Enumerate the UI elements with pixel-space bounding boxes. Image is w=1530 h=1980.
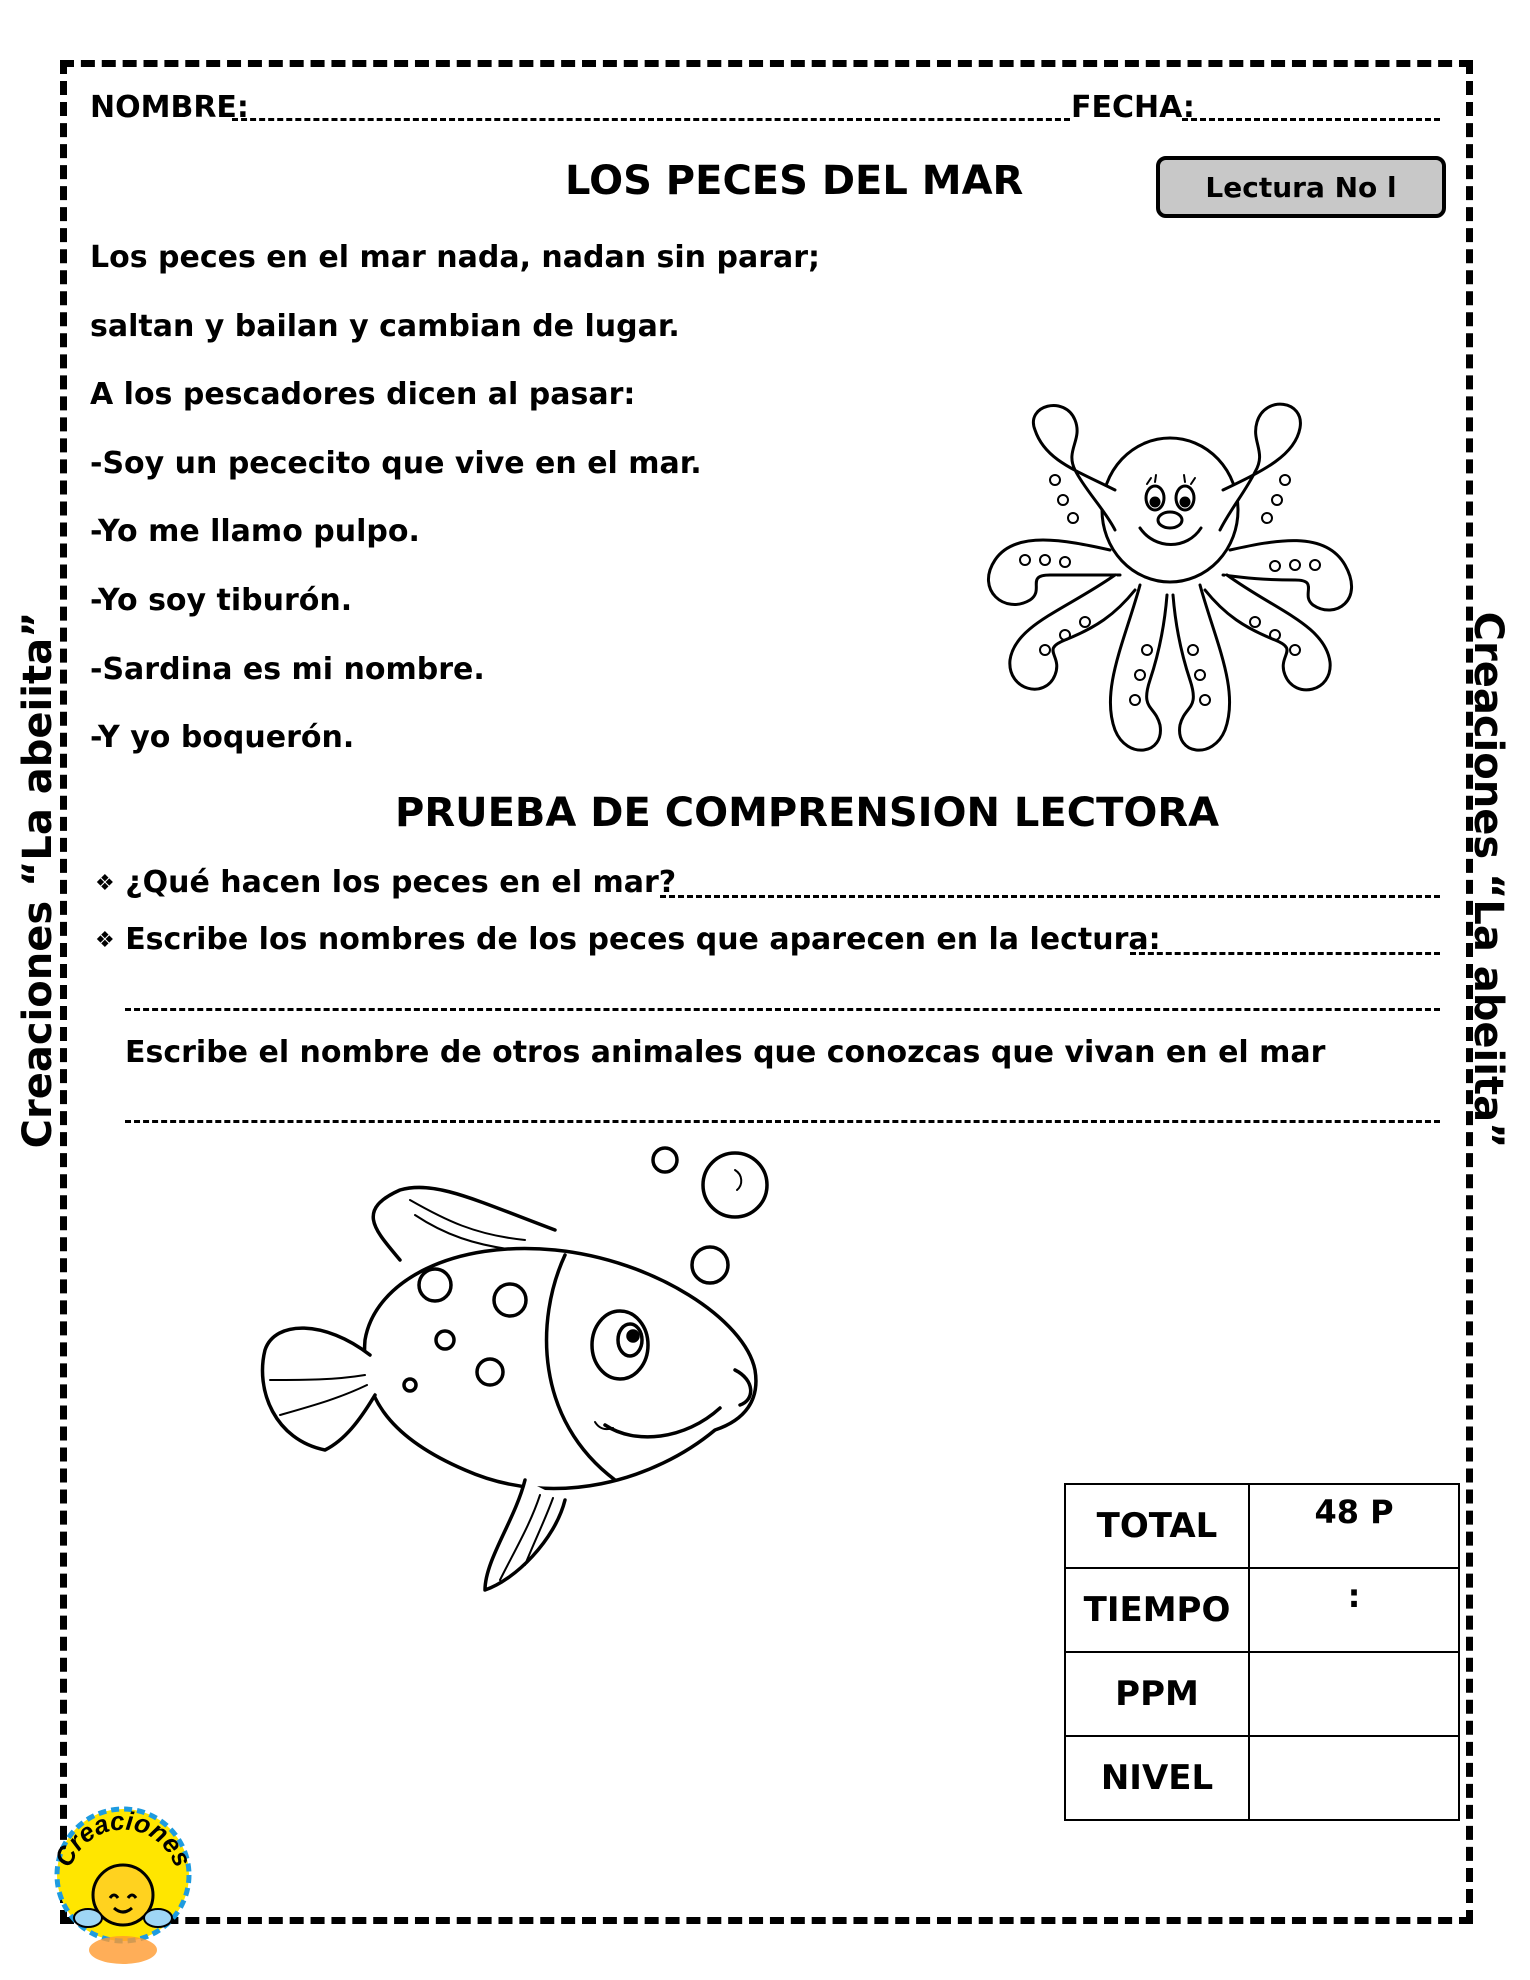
score-label: PPM <box>1065 1652 1249 1736</box>
date-field[interactable] <box>1182 118 1440 121</box>
score-label: NIVEL <box>1065 1736 1249 1820</box>
fish-illustration <box>235 1140 795 1640</box>
bullet-icon: ❖ <box>95 871 115 896</box>
name-field[interactable] <box>232 118 1070 121</box>
answer-1-field[interactable] <box>660 895 1440 898</box>
page-title: LOS PECES DEL MAR <box>565 158 1024 204</box>
answer-3-field[interactable] <box>125 1120 1440 1123</box>
question-1 <box>95 865 676 900</box>
poem-line: -Yo soy tiburón. <box>90 583 353 618</box>
name-label: NOMBRE: <box>90 90 249 125</box>
score-table <box>1064 1483 1460 1821</box>
octopus-illustration <box>955 400 1385 790</box>
table-row <box>1065 1568 1459 1652</box>
table-row <box>1065 1652 1459 1736</box>
poem-line: saltan y bailan y cambian de lugar. <box>90 309 680 344</box>
score-value[interactable] <box>1249 1652 1459 1736</box>
poem-line: -Soy un pececito que vive en el mar. <box>90 446 702 481</box>
side-credit-left: Creaciones “La abeiita” <box>15 611 61 1149</box>
logo-lettering: Creaciones <box>48 1805 198 1872</box>
table-row <box>1065 1484 1459 1568</box>
answer-2-field[interactable] <box>1130 952 1440 955</box>
score-value[interactable]: : <box>1249 1568 1459 1652</box>
badge-label: Lectura No l <box>1205 170 1397 204</box>
poem-line: A los pescadores dicen al pasar: <box>90 377 636 412</box>
score-label: TOTAL <box>1065 1484 1249 1568</box>
score-value[interactable] <box>1249 1736 1459 1820</box>
date-label: FECHA: <box>1071 90 1195 125</box>
poem-line: -Sardina es mi nombre. <box>90 652 485 687</box>
question-2-text: Escribe los nombres de los peces que aparecen en la lectura: <box>125 922 1161 957</box>
poem-line: Los peces en el mar nada, nadan sin parar; <box>90 240 821 275</box>
question-2 <box>95 922 1161 957</box>
side-credit-right: Creaciones “La abeiita” <box>1465 611 1511 1149</box>
question-1-text: ¿Qué hacen los peces en el mar? <box>125 865 677 900</box>
bee-logo <box>48 1800 198 1970</box>
table-row <box>1065 1736 1459 1820</box>
reading-number-badge <box>1156 156 1446 218</box>
bullet-icon: ❖ <box>95 928 115 953</box>
answer-2-extra-line[interactable] <box>125 1008 1440 1011</box>
score-label: TIEMPO <box>1065 1568 1249 1652</box>
question-3-text: Escribe el nombre de otros animales que conozcas que vivan en el mar <box>125 1035 1326 1070</box>
score-value[interactable]: 48 P <box>1249 1484 1459 1568</box>
test-title: PRUEBA DE COMPRENSION LECTORA <box>395 790 1220 836</box>
poem-line: -Yo me llamo pulpo. <box>90 514 420 549</box>
poem-line: -Y yo boquerón. <box>90 720 355 755</box>
